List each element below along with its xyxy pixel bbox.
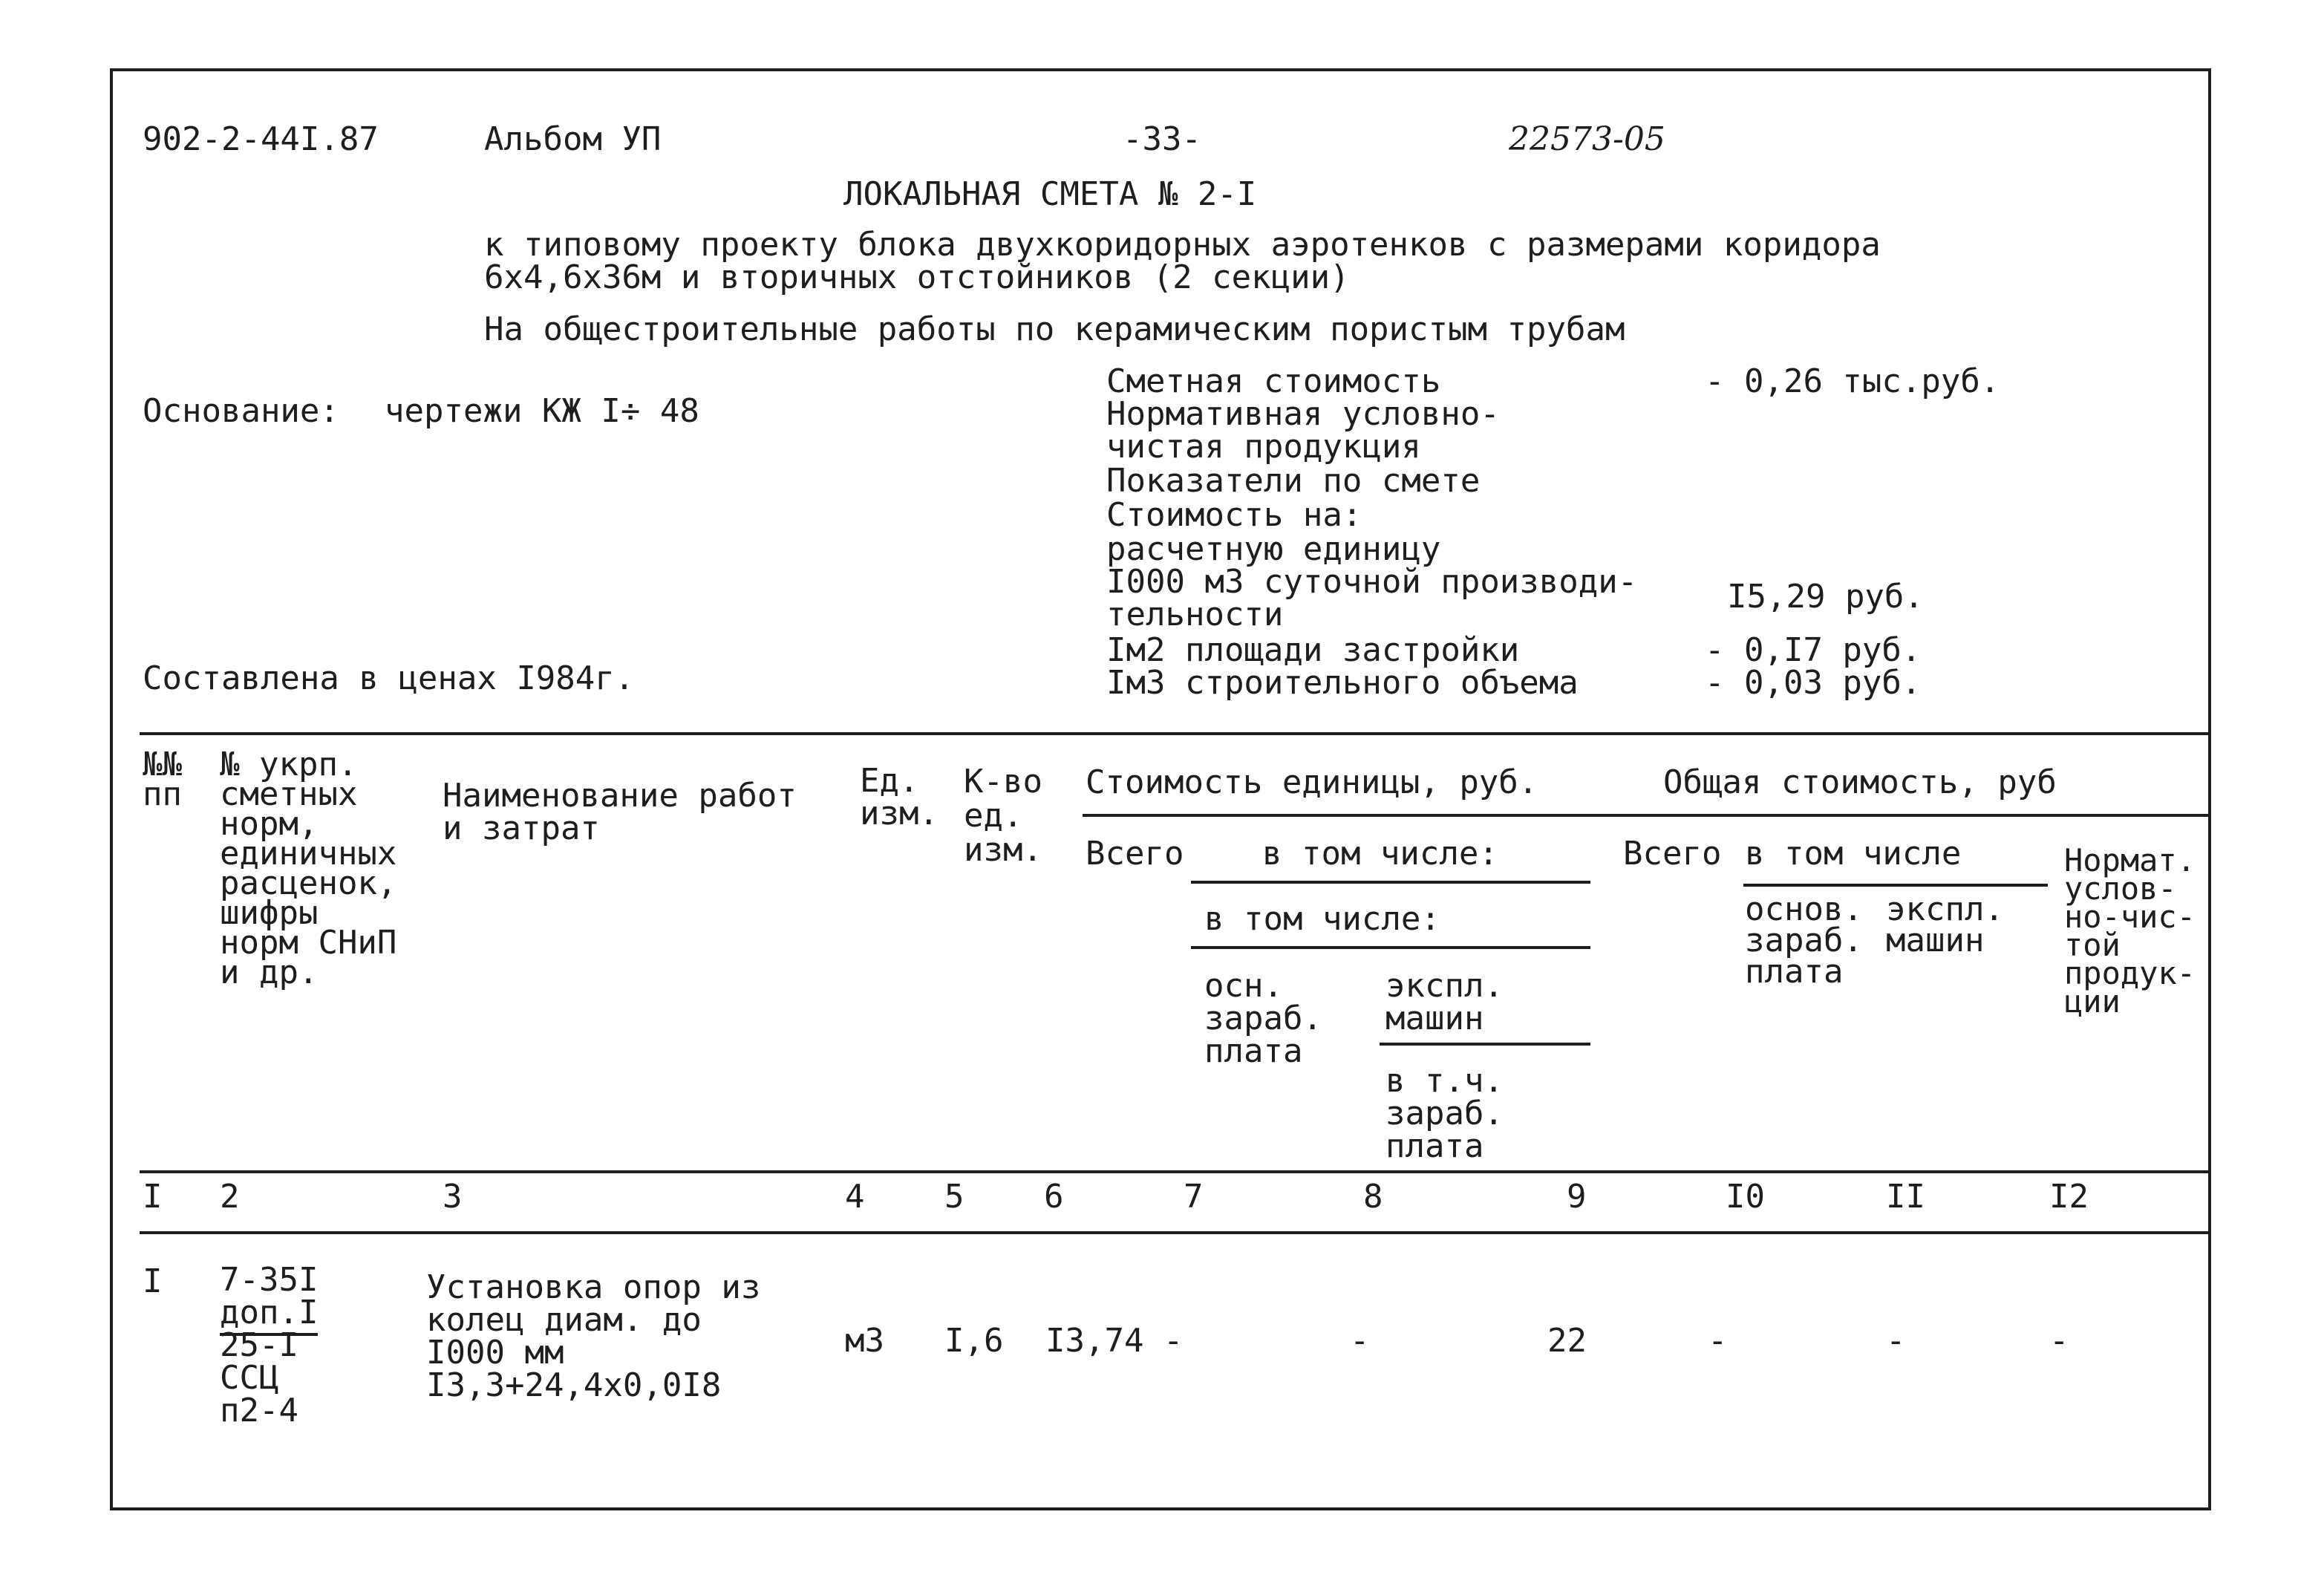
total-ekspl-mashin: экспл. машин — [1886, 890, 2004, 959]
rule-below-column-numbers — [140, 1231, 2211, 1234]
column-number: 8 — [1363, 1178, 1383, 1216]
column-number: I2 — [2049, 1178, 2089, 1216]
row-unit-ekspl: - — [1350, 1322, 1370, 1360]
summary-line: Показатели по смете — [1106, 462, 1481, 500]
table-top-rule — [140, 732, 2211, 735]
summary-line: Стоимость на: — [1106, 496, 1362, 534]
header-col-4: Ед. изм. — [860, 762, 939, 832]
rule-under-v-tom-chisle-total — [1743, 884, 2048, 887]
row-total-ekspl: - — [1886, 1322, 1906, 1360]
basis-value: чертежи КЖ I÷ 48 — [385, 392, 699, 430]
unit-vsego: Всего — [1086, 835, 1184, 873]
summary-line: расчетную единицу — [1106, 530, 1441, 568]
subtitle-line-2: 6х4,6х36м и вторичных отстойников (2 секции) — [484, 258, 1350, 296]
area-cost-value: - 0,I7 руб. — [1705, 631, 1922, 669]
doc-code: 902-2-44I.87 — [143, 120, 379, 158]
row-normative: - — [2049, 1322, 2069, 1360]
unit-cost-title: Стоимость единицы, руб. — [1086, 763, 1538, 801]
summary-line: чистая продукция — [1106, 428, 1421, 466]
column-number: I0 — [1726, 1178, 1765, 1216]
unit-osn-zarab: осн. зараб. плата — [1204, 967, 1322, 1070]
column-number: 5 — [944, 1178, 964, 1216]
summary-line: тельности — [1106, 596, 1284, 633]
header-col-2: № укрп. сметных норм, единичных расценок, шифры норм СНиП и др. — [220, 746, 397, 991]
rule-under-ekspl-mashin — [1380, 1043, 1590, 1046]
column-number: 4 — [845, 1178, 865, 1216]
total-osn-zarab: основ. зараб. плата — [1745, 890, 1863, 991]
column-number: 2 — [220, 1178, 240, 1216]
unit-vtch-zarab: в т.ч. зараб. плата — [1385, 1062, 1504, 1165]
rule-under-inner-v-tom-chisle — [1191, 946, 1590, 949]
row-total: 22 — [1547, 1322, 1587, 1360]
row-unit-total: I3,74 - — [1045, 1322, 1184, 1360]
header-col-3: Наименование работ и затрат — [443, 777, 797, 847]
normative-product: Нормат. услов- но-чис- той продук- ции — [2064, 842, 2196, 1020]
estimate-heading: ЛОКАЛЬНАЯ СМЕТА № 2-I — [843, 175, 1257, 213]
column-number: 7 — [1184, 1178, 1204, 1216]
summary-line: I000 м3 суточной производи- — [1106, 563, 1638, 601]
productivity-cost-value: I5,29 руб. — [1727, 578, 1924, 616]
basis-label: Основание: — [143, 392, 339, 430]
album-label: Альбом УП — [484, 120, 662, 158]
volume-cost-value: - 0,03 руб. — [1705, 664, 1922, 702]
summary-line: Сметная стоимость — [1106, 362, 1441, 400]
row-work-name: Установка опор из колец диам. до I000 мм I3,3+24,4х0,0I8 — [426, 1268, 761, 1404]
unit-ekspl-mashin: экспл. машин — [1385, 967, 1504, 1037]
column-number: 3 — [443, 1178, 463, 1216]
subtitle-line-1: к типовому проекту блока двухкоридорных аэротенков с размерами коридора — [484, 226, 1881, 264]
header-col-1: №№ пп — [143, 746, 182, 813]
row-code: 7-35I доп.I 25-I ССЦ п2-4 — [220, 1261, 319, 1429]
document-stamp: 22573-05 — [1509, 120, 1665, 158]
row-quantity: I,6 — [944, 1322, 1004, 1360]
total-cost-title: Общая стоимость, руб — [1663, 763, 2057, 801]
estimate-cost-value: - 0,26 тыс.руб. — [1705, 362, 2000, 400]
prices-year: Составлена в ценах I984г. — [143, 659, 635, 697]
unit-inner-v-tom-chisle: в том числе: — [1204, 900, 1440, 938]
column-number: I — [143, 1178, 163, 1216]
summary-line: Нормативная условно- — [1106, 395, 1500, 433]
works-description: На общестроительные работы по керамическим пористым трубам — [484, 310, 1625, 348]
unit-v-tom-chisle: в том числе: — [1262, 835, 1498, 873]
summary-line: Iм2 площади застройки — [1106, 631, 1520, 669]
rule-under-cost-titles — [1083, 814, 2211, 817]
header-col-5: К-во ед. изм. — [964, 763, 1042, 869]
column-number: 9 — [1567, 1178, 1587, 1216]
column-number: 6 — [1044, 1178, 1064, 1216]
total-vsego: Всего — [1623, 835, 1722, 873]
page-number: -33- — [1123, 120, 1201, 158]
row-unit: м3 — [845, 1322, 884, 1360]
summary-line: Iм3 строительного объема — [1106, 664, 1579, 702]
rule-above-column-numbers — [140, 1170, 2211, 1173]
row-number: I — [143, 1262, 163, 1300]
row-total-osn: - — [1708, 1322, 1728, 1360]
rule-under-v-tom-chisle — [1191, 881, 1590, 884]
column-number: II — [1886, 1178, 1925, 1216]
total-v-tom-chisle: в том числе — [1745, 835, 1962, 873]
